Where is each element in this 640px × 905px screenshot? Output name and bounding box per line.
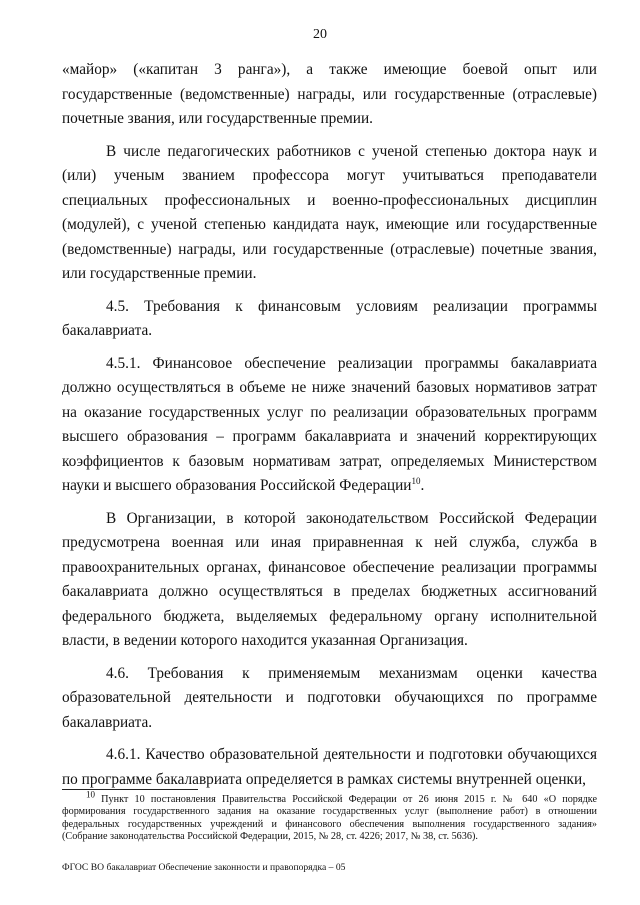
paragraph: «майор» («капитан 3 ранга»), а также имеющие боевой опыт или государственные (ведомственные) награды, или государственные (отраслевые) почетные звания, или государственные премии.	[62, 61, 597, 127]
paragraph-text: 4.5.1. Финансовое обеспечение реализации программы бакалавриата должно осуществляться в объеме не ниже значений базовых нормативов затрат на оказание государственных услуг по реализации образовательных программ высшего образования – программ бакалавриата и значений корректирующих коэффициентов к базовым нормативам затрат, определяемых Министерством науки и высшего образования Российской Федерации	[62, 354, 597, 494]
paragraph-end: .	[420, 477, 425, 494]
footnote-divider	[62, 789, 198, 790]
document-footer: ФГОС ВО бакалавриат Обеспечение законности и правопорядка – 05	[62, 862, 346, 873]
paragraph: 4.6.1. Качество образовательной деятельности и подготовки обучающихся по программе бакалавриата определяется в рамках системы внутренней оценки,	[62, 746, 597, 788]
footnote-number: 10	[86, 789, 95, 800]
footnote	[62, 789, 597, 844]
paragraph: В числе педагогических работников с ученой степенью доктора наук и (или) ученым званием профессора могут учитываться преподаватели специальных профессиональных и военно-профессиональных дисциплин (модулей), с ученой степенью кандидата наук, имеющие или государственные (ведомственные) награды, или государственные (отраслевые) почетные звания, или государственные премии.	[62, 142, 597, 282]
footnote-reference: 10	[411, 475, 421, 486]
section-heading: 4.6. Требования к применяемым механизмам оценки качества образовательной деятельности и подготовки обучающихся по программе бакалавриата.	[62, 664, 597, 731]
document-body	[62, 58, 597, 800]
section-heading: 4.5. Требования к финансовым условиям реализации программы бакалавриата.	[62, 297, 597, 339]
footnote-text: Пункт 10 постановления Правительства Российской Федерации от 26 июня 2015 г. № 640 «О порядке формирования государственного задания на оказание государственных услуг (выполнение работ) в отношении федеральных государственных учреждений и финансового обеспечения выполнения государственного задания» (Собрание законодательства Российской Федерации, 2015, № 28, ст. 4226; 2017, № 38, ст. 5636).	[62, 794, 597, 843]
paragraph-with-footnote	[62, 352, 597, 499]
paragraph: В Организации, в которой законодательством Российской Федерации предусмотрена военная или иная приравненная к ней служба, служба в правоохранительных органах, финансовое обеспечение реализации программы бакалавриата должно осуществляться в пределах бюджетных ассигнований федерального бюджета, выделяемых федеральному органу исполнительной власти, в ведении которого находится указанная Организация.	[62, 509, 597, 649]
page-number: 20	[313, 27, 327, 42]
